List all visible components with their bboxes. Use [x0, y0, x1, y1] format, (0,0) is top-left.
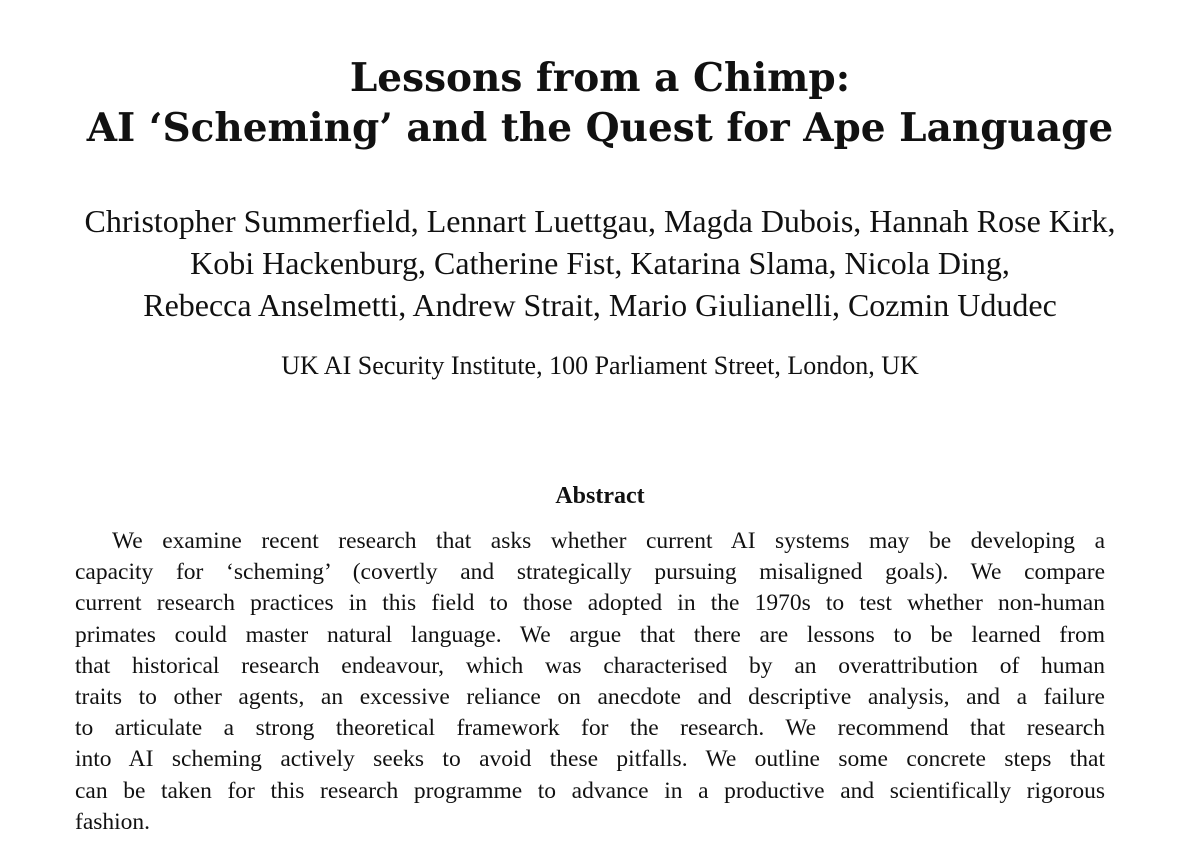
author-list — [0, 200, 1200, 326]
abstract-line: current research practices in this field to those adopted in the 1970s to test whether non-human — [75, 590, 1105, 617]
title-line: AI ‘Scheming’ and the Quest for Ape Language — [86, 105, 1114, 151]
abstract-line: primates could master natural language. We argue that there are lessons to be learned from — [75, 621, 1105, 648]
abstract-body — [75, 526, 1105, 838]
title-line: Lessons from a Chimp: — [349, 55, 851, 101]
abstract-line: We examine recent research that asks whether current AI systems may be developing a — [112, 528, 1105, 554]
abstract-line: that historical research endeavour, which was characterised by an overattribution of human — [75, 652, 1105, 679]
author-line: Christopher Summerfield, Lennart Luettgau, Magda Dubois, Hannah Rose Kirk, — [84, 203, 1116, 239]
affiliation: UK AI Security Institute, 100 Parliament Street, London, UK — [281, 351, 919, 380]
abstract-line: capacity for ‘scheming’ (covertly and strategically pursuing misaligned goals). We compare — [75, 559, 1105, 586]
abstract-line: into AI scheming actively seeks to avoid these pitfalls. We outline some concrete steps that — [75, 746, 1105, 773]
abstract-line: can be taken for this research programme to advance in a productive and scientifically rigorous — [75, 777, 1105, 804]
abstract-line: traits to other agents, an excessive reliance on anecdote and descriptive analysis, and a failure — [75, 684, 1105, 711]
author-line: Rebecca Anselmetti, Andrew Strait, Mario Giulianelli, Cozmin Ududec — [143, 287, 1057, 323]
author-line: Kobi Hackenburg, Catherine Fist, Katarina Slama, Nicola Ding, — [190, 245, 1010, 281]
abstract-line: to articulate a strong theoretical framework for the research. We recommend that research — [75, 715, 1105, 742]
paper-title — [0, 53, 1200, 153]
abstract-line: fashion. — [75, 808, 151, 835]
abstract-heading: Abstract — [555, 483, 645, 509]
